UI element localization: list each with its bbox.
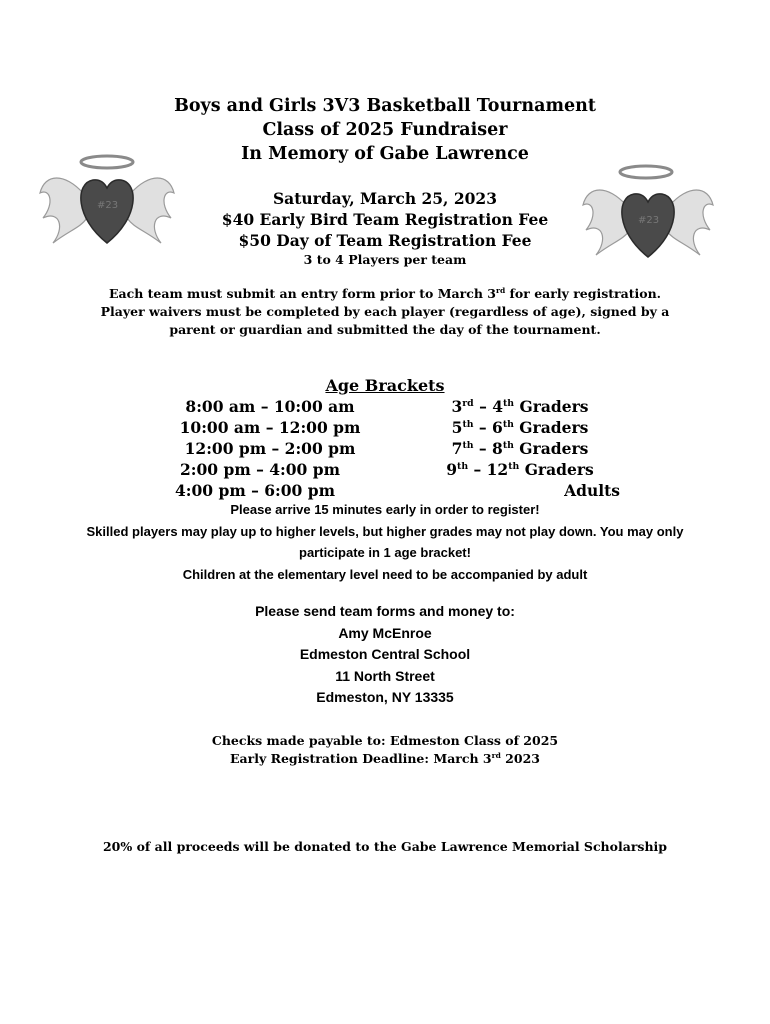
donation-note: 20% of all proceeds will be donated to the Gabe Lawrence Memorial Scholarship <box>102 839 668 854</box>
bracket-time-1: 8:00 am – 10:00 am <box>185 397 355 416</box>
address-city: Edmeston, NY 13335 <box>316 689 454 705</box>
entry-sup: rd <box>496 285 506 295</box>
entry-text-2: for early registration. Player waivers must be completed by each player (regardless of age), signed by a parent or guardian and submitted the day of the tournament. <box>100 286 670 337</box>
bracket-time-2: 10:00 am – 12:00 pm <box>179 418 361 437</box>
halo-right <box>620 166 672 178</box>
bracket-grade-4: 9th – 12th Graders <box>446 460 594 479</box>
bracket-grade-2: 5th – 6th Graders <box>451 418 589 437</box>
arrive-early-note: Please arrive 15 minutes early in order to register! <box>230 502 540 517</box>
heart-left-label: #23 <box>97 200 119 211</box>
bracket-grade-3: 7th – 8th Graders <box>451 439 589 458</box>
address-heading: Please send team forms and money to: <box>255 603 515 619</box>
entry-instructions <box>100 285 670 339</box>
bracket-grade-1: 3rd – 4th Graders <box>451 397 589 416</box>
event-details <box>0 188 770 269</box>
heart-right-label: #23 <box>638 215 660 226</box>
early-fee: $40 Early Bird Team Registration Fee <box>221 210 549 229</box>
address-street: 11 North Street <box>335 667 435 684</box>
age-brackets-heading: Age Brackets <box>325 376 445 395</box>
children-note: Children at the elementary level need to be accompanied by adult <box>182 566 588 582</box>
registration-deadline: Early Registration Deadline: March 3rd 2023 <box>230 750 540 766</box>
day-fee: $50 Day of Team Registration Fee <box>238 231 532 250</box>
address-school: Edmeston Central School <box>299 646 471 662</box>
mailing-address <box>0 601 770 709</box>
tournament-rules <box>60 499 710 585</box>
title-line-3: In Memory of Gabe Lawrence <box>241 144 529 164</box>
bracket-grade-5: Adults <box>564 481 620 500</box>
address-name: Amy McEnroe <box>338 624 432 641</box>
payment-info <box>0 732 770 768</box>
skilled-players-note: Skilled players may play up to higher levels, but higher grades may not play down. You may only participate in 1 age bracket! <box>86 523 684 560</box>
bracket-time-5: 4:00 pm – 6:00 pm <box>175 481 335 500</box>
title-line-2: Class of 2025 Fundraiser <box>262 120 508 140</box>
event-date: Saturday, March 25, 2023 <box>272 189 497 208</box>
checks-payable: Checks made payable to: Edmeston Class of 2025 <box>211 733 559 748</box>
flyer-title <box>0 94 770 166</box>
title-line-1: Boys and Girls 3V3 Basketball Tournament <box>174 96 596 116</box>
bracket-time-4: 2:00 pm – 4:00 pm <box>180 460 340 479</box>
players-per-team: 3 to 4 Players per team <box>303 252 467 267</box>
bracket-time-3: 12:00 pm – 2:00 pm <box>184 439 356 458</box>
entry-text-1: Each team must submit an entry form prior to March 3 <box>108 286 496 301</box>
